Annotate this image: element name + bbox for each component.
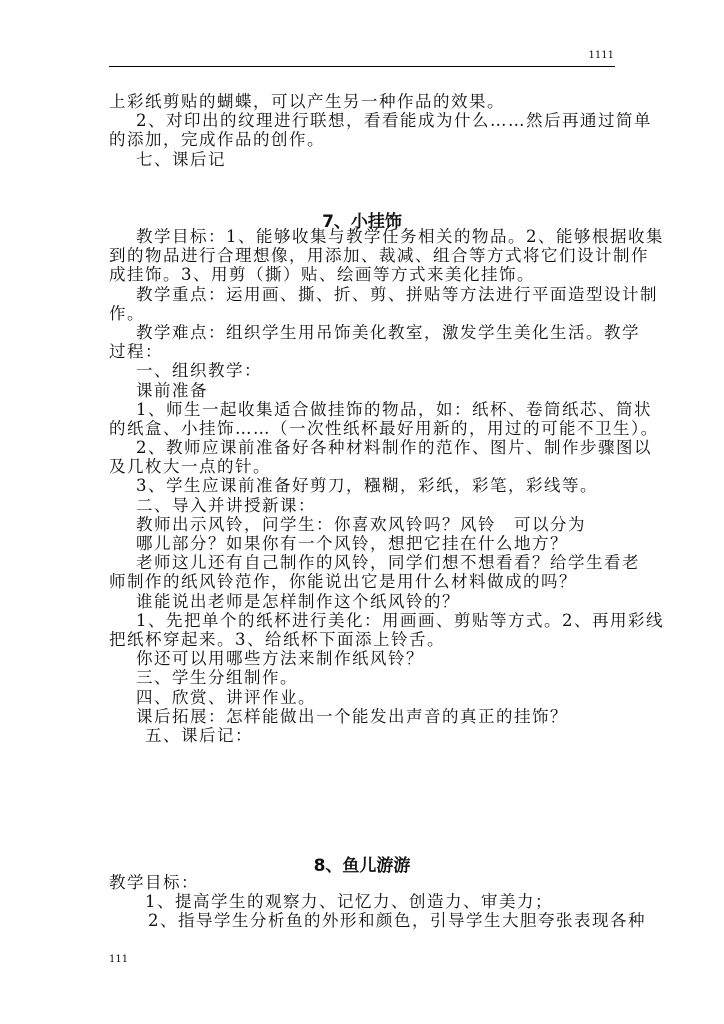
text-line: 师制作的纸风铃范作，你能说出它是用什么材料做成的吗？ bbox=[109, 572, 577, 592]
text-line: 四、欣赏、讲评作业。 bbox=[136, 687, 316, 707]
section-8-body bbox=[109, 873, 646, 931]
text-line: 教师出示风铃，问学生：你喜欢风铃吗？风铃 可以分为 bbox=[136, 514, 586, 534]
text-line: 把纸杯穿起来。3、给纸杯下面添上铃舌。 bbox=[109, 629, 445, 649]
text-line: 1、先把单个的纸杯进行美化：用画画、剪贴等方式。2、再用彩线 bbox=[136, 610, 664, 630]
section-7-title: 7、小挂饰 bbox=[322, 212, 402, 232]
text-line: 及几枚大一点的针。 bbox=[109, 457, 271, 477]
text-line: 3、学生应课前准备好剪刀，糨糊，彩纸，彩笔，彩线等。 bbox=[136, 476, 598, 496]
text-line: 过程： bbox=[109, 342, 163, 362]
header-rule bbox=[109, 66, 615, 67]
header-page-number: 1111 bbox=[588, 50, 614, 61]
text-line: 1、师生一起收集适合做挂饰的物品，如：纸杯、卷筒纸芯、筒状 bbox=[136, 399, 652, 419]
text-line: 教学重点：运用画、撕、折、剪、拼贴等方法进行平面造型设计制 bbox=[136, 284, 658, 304]
text-line: 老师这儿还有自己制作的风铃，同学们想不想看看？给学生看老 bbox=[136, 553, 640, 573]
section-8-title: 8、鱼儿游游 bbox=[313, 856, 411, 876]
text-line: 的纸盒、小挂饰……（一次性纸杯最好用新的，用过的可能不卫生）。 bbox=[109, 418, 659, 438]
text-line: 2、教师应课前准备好各种材料制作的范作、图片、制作步骤图以 bbox=[136, 438, 652, 458]
text-line: 教学目标： bbox=[109, 873, 199, 892]
previous-section-text bbox=[109, 92, 652, 169]
text-line: 到的物品进行合理想像，用添加、裁减、组合等方式将它们设计制作 bbox=[109, 246, 649, 266]
text-line: 哪儿部分？如果你有一个风铃，想把它挂在什么地方？ bbox=[136, 534, 568, 553]
text-line: 作。 bbox=[109, 303, 145, 323]
text-line: 2、指导学生分析鱼的外形和颜色，引导学生大胆夸张表现各种 bbox=[148, 911, 646, 931]
text-line: 一、组织教学： bbox=[136, 361, 262, 381]
text-line: 你还可以用哪些方法来制作纸风铃？ bbox=[136, 649, 424, 669]
text-line: 谁能说出老师是怎样制作这个纸风铃的？ bbox=[136, 591, 460, 611]
section-7-body bbox=[109, 227, 664, 745]
text-line: 教学目标：1、能够收集与教学任务相关的物品。2、能够根据收集 bbox=[136, 227, 664, 246]
text-line: 上彩纸剪贴的蝴蝶，可以产生另一种作品的效果。 bbox=[109, 92, 505, 111]
text-line: 课后拓展：怎样能做出一个能发出声音的真正的挂饰？ bbox=[136, 706, 568, 726]
text-line: 1、提高学生的观察力、记忆力、创造力、审美力； bbox=[145, 892, 553, 912]
text-line: 教学难点：组织学生用吊饰美化教室，激发学生美化生活。教学 bbox=[136, 322, 640, 342]
text-line: 2、对印出的纹理进行联想，看看能成为什么……然后再通过简单 bbox=[136, 111, 652, 131]
text-line: 课前准备 bbox=[136, 380, 208, 400]
text-line: 成挂饰。3、用剪（撕）贴、绘画等方式来美化挂饰。 bbox=[109, 265, 535, 285]
footer-page-number: 111 bbox=[109, 954, 129, 965]
text-line: 三、学生分组制作。 bbox=[136, 668, 298, 688]
text-line: 二、导入并讲授新课： bbox=[136, 495, 316, 515]
text-line: 五、课后记： bbox=[145, 725, 253, 745]
text-line: 的添加，完成作品的创作。 bbox=[109, 130, 325, 150]
text-line: 七、课后记 bbox=[136, 149, 226, 169]
